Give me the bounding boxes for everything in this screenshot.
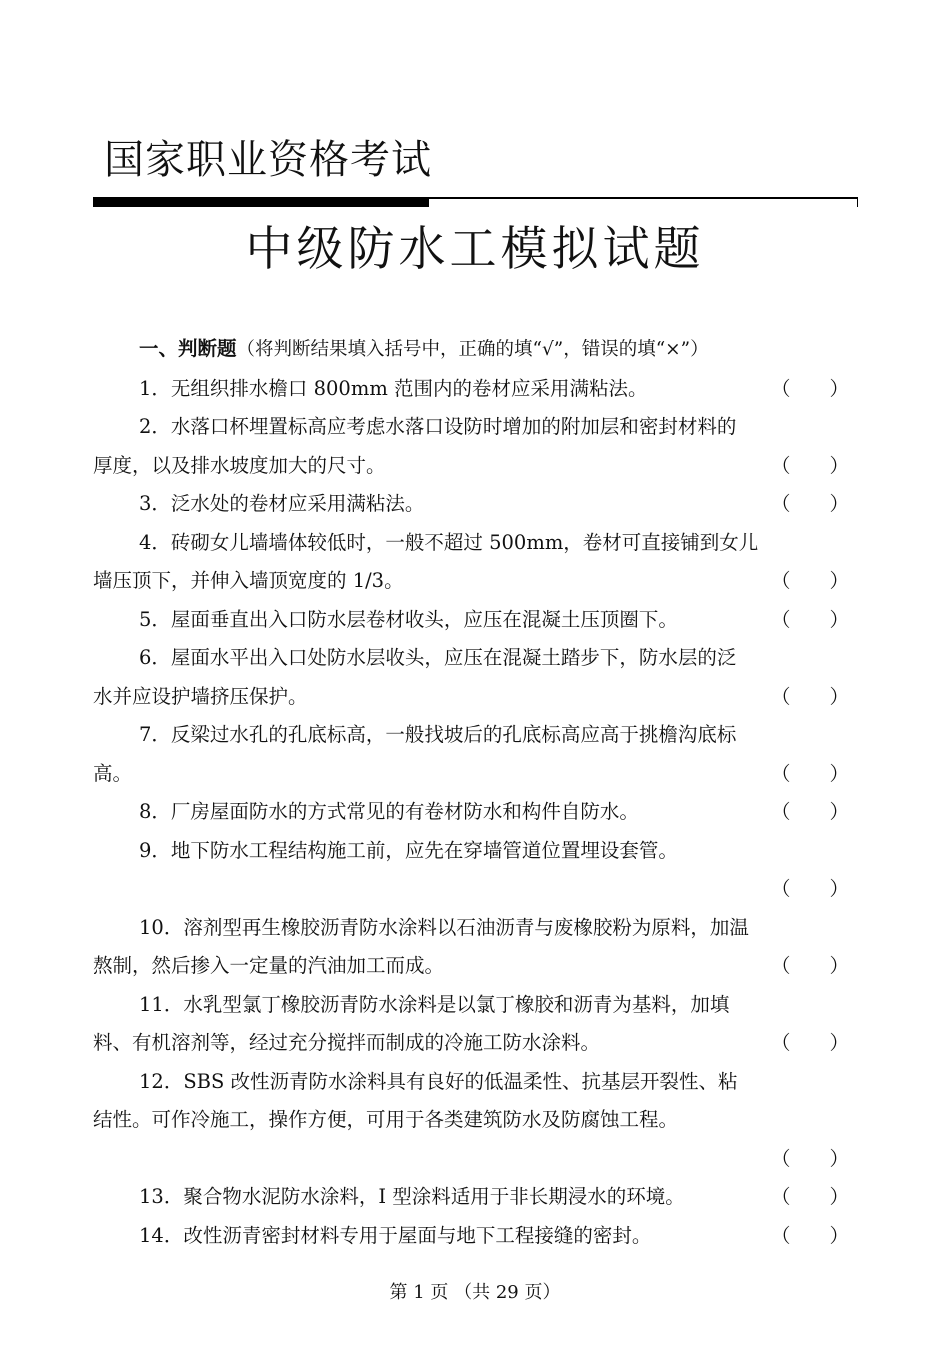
question-text: 12．SBS 改性沥青防水涂料具有良好的低温柔性、抗基层开裂性、粘	[139, 1069, 738, 1093]
section-instruction: （将判断结果填入括号中，正确的填“√”，错误的填“×”）	[236, 339, 709, 360]
answer-blank[interactable]: （ ）	[770, 877, 849, 900]
question-text: 高。	[93, 761, 133, 785]
question-11	[93, 986, 861, 1025]
question-5	[93, 601, 861, 640]
question-text: 14．改性沥青密封材料专用于屋面与地下工程接缝的密封。	[139, 1223, 652, 1247]
question-text: 10．溶剂型再生橡胶沥青防水涂料以石油沥青与废橡胶粉为原料，加温	[139, 915, 749, 939]
question-text: 结性。可作冷施工，操作方便，可用于各类建筑防水及防腐蚀工程。	[93, 1108, 679, 1131]
question-text: 4．砖砌女儿墙墙体较低时，一般不超过 500mm，卷材可直接铺到女儿	[139, 530, 759, 554]
answer-blank[interactable]: （ ）	[770, 569, 849, 592]
question-text: 5．屋面垂直出入口防水层卷材收头，应压在混凝土压顶圈下。	[139, 607, 678, 631]
question-text: 1．无组织排水檐口 800mm 范围内的卷材应采用满粘法。	[139, 376, 648, 400]
question-10	[93, 909, 861, 948]
question-1	[93, 370, 861, 409]
question-12	[93, 1063, 861, 1102]
question-7-continued	[93, 755, 861, 794]
answer-blank[interactable]: （ ）	[770, 954, 849, 977]
question-text: 9．地下防水工程结构施工前，应先在穿墙管道位置埋设套管。	[139, 838, 678, 862]
question-text: 3．泛水处的卷材应采用满粘法。	[139, 492, 425, 515]
question-12-answer-row	[93, 1140, 861, 1179]
question-9	[93, 832, 861, 871]
question-text: 6．屋面水平出入口处防水层收头，应压在混凝土踏步下，防水层的泛	[139, 646, 737, 669]
question-12-continued	[93, 1101, 861, 1140]
question-text: 水并应设护墙挤压保护。	[93, 684, 308, 708]
question-7	[93, 716, 861, 755]
question-text: 13．聚合物水泥防水涂料，I 型涂料适用于非长期浸水的环境。	[139, 1185, 685, 1208]
question-13	[93, 1178, 861, 1217]
question-text: 厚度，以及排水坡度加大的尺寸。	[93, 453, 386, 477]
question-6-continued	[93, 678, 861, 717]
question-list	[93, 330, 861, 1255]
question-text: 墙压顶下，并伸入墙顶宽度的 1/3。	[93, 569, 404, 592]
question-text: 8．厂房屋面防水的方式常见的有卷材防水和构件自防水。	[139, 800, 639, 823]
question-2	[93, 408, 861, 447]
answer-blank[interactable]: （ ）	[770, 1223, 849, 1247]
question-9-answer-row	[93, 870, 861, 909]
answer-blank[interactable]: （ ）	[770, 492, 849, 515]
answer-blank[interactable]: （ ）	[770, 1185, 849, 1208]
page-number: 第 1 页 （共 29 页）	[389, 1282, 561, 1303]
question-10-continued	[93, 947, 861, 986]
answer-blank[interactable]: （ ）	[770, 800, 849, 823]
exam-series-title: 国家职业资格考试	[104, 137, 432, 183]
answer-blank[interactable]: （ ）	[770, 1146, 849, 1170]
question-4-continued	[93, 562, 861, 601]
section-heading-label: 一、判断题	[139, 337, 237, 360]
header-rule-end	[857, 197, 858, 207]
answer-blank[interactable]: （ ）	[770, 684, 849, 708]
answer-blank[interactable]: （ ）	[770, 376, 849, 400]
document-title: 中级防水工模拟试题	[245, 222, 705, 277]
question-text: 熬制，然后掺入一定量的汽油加工而成。	[93, 954, 445, 977]
question-11-continued	[93, 1024, 861, 1063]
answer-blank[interactable]: （ ）	[770, 453, 849, 477]
question-text: 11．水乳型氯丁橡胶沥青防水涂料是以氯丁橡胶和沥青为基料，加填	[139, 992, 730, 1016]
question-text: 7．反梁过水孔的孔底标高，一般找坡后的孔底标高应高于挑檐沟底标	[139, 723, 737, 746]
answer-blank[interactable]: （ ）	[770, 607, 849, 631]
question-4	[93, 524, 861, 563]
question-text: 料、有机溶剂等，经过充分搅拌而制成的冷施工防水涂料。	[93, 1031, 601, 1054]
question-6	[93, 639, 861, 678]
question-14	[93, 1217, 861, 1256]
question-2-continued	[93, 447, 861, 486]
answer-blank[interactable]: （ ）	[770, 761, 849, 785]
answer-blank[interactable]: （ ）	[770, 1031, 849, 1054]
section-heading	[93, 330, 861, 370]
header-rule-thick	[93, 197, 429, 207]
question-3	[93, 485, 861, 524]
question-text: 2．水落口杯埋置标高应考虑水落口设防时增加的附加层和密封材料的	[139, 415, 737, 438]
question-8	[93, 793, 861, 832]
